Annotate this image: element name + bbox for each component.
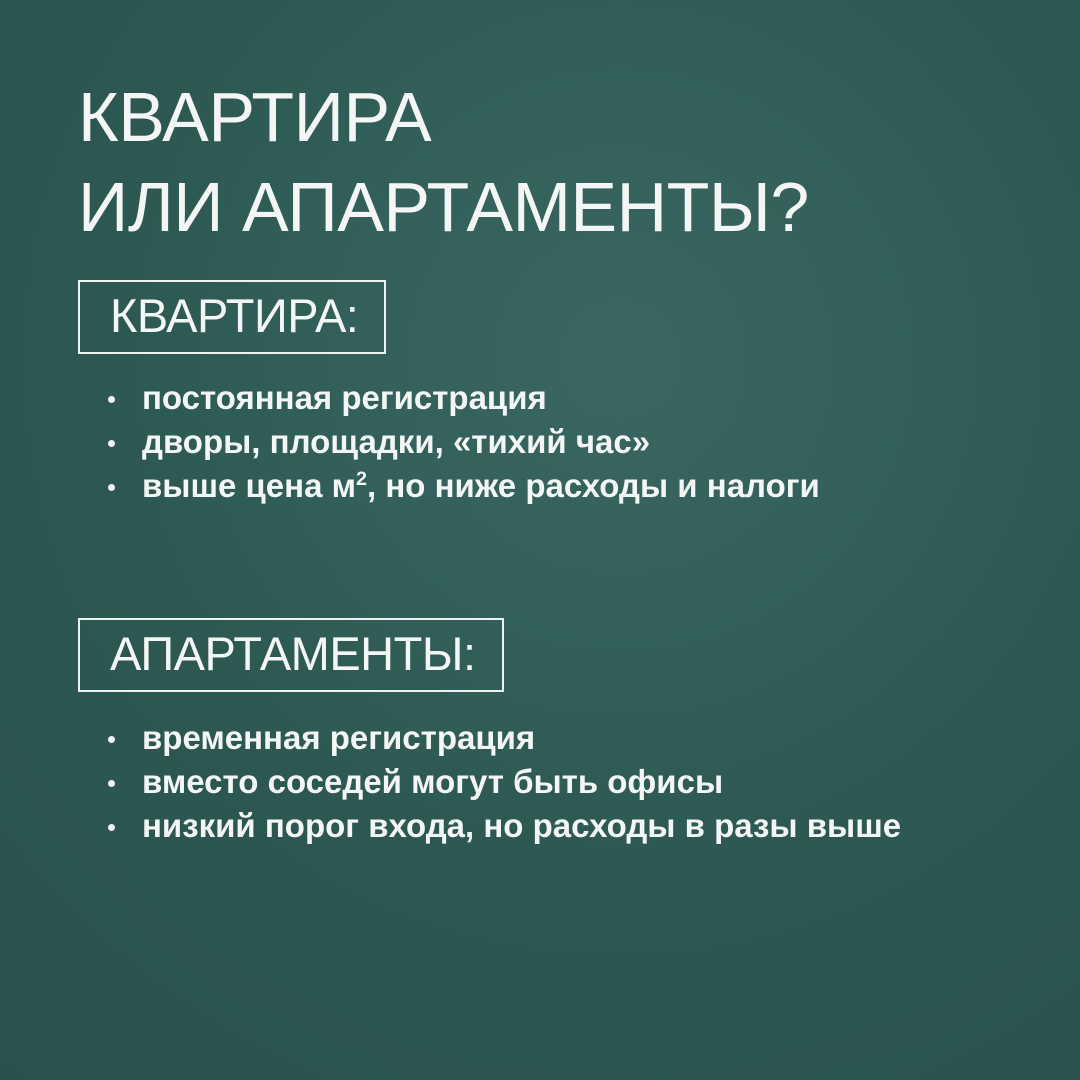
list-item	[104, 804, 901, 848]
bullet-dot-icon	[108, 736, 115, 743]
bullet-dot-icon	[108, 780, 115, 787]
square-superscript: 2	[356, 468, 368, 490]
title-line-1: КВАРТИРА	[78, 78, 432, 156]
list-item-text: низкий порог входа, но расходы в разы выше	[142, 807, 902, 844]
apartments-bullet-list	[104, 716, 901, 848]
apartments-section-label: АПАРТАМЕНТЫ:	[78, 618, 504, 692]
bullet-dot-icon	[108, 396, 115, 403]
bullet-dot-icon	[108, 824, 115, 831]
apartment-section-label: КВАРТИРА:	[78, 280, 386, 354]
list-item	[104, 376, 820, 420]
title-line-2: ИЛИ АПАРТАМЕНТЫ?	[78, 168, 809, 246]
list-item	[104, 420, 820, 464]
list-item	[104, 716, 901, 760]
list-item-text: дворы, площадки, «тихий час»	[142, 423, 651, 460]
list-item	[104, 760, 901, 804]
list-item-text: временная регистрация	[142, 719, 536, 756]
list-item-text-before: выше цена м	[142, 467, 357, 504]
list-item-text: постоянная регистрация	[142, 379, 547, 416]
slide-title	[78, 72, 809, 252]
bullet-dot-icon	[108, 440, 115, 447]
list-item	[104, 464, 820, 508]
list-item-text-after: , но ниже расходы и налоги	[367, 467, 820, 504]
bullet-dot-icon	[108, 484, 115, 491]
apartment-bullet-list	[104, 376, 820, 508]
list-item-text: вместо соседей могут быть офисы	[142, 763, 724, 800]
